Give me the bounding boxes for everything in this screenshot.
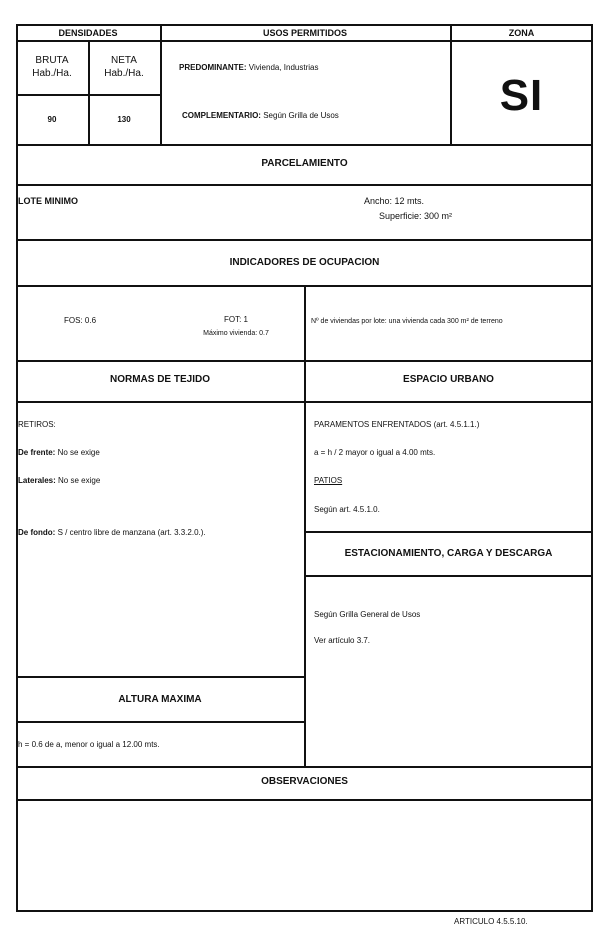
densidades-divider [160,24,162,144]
predominante-line [179,63,318,73]
tejido-title: NORMAS DE TEJIDO [109,374,210,385]
densidades-header: DENSIDADES [58,28,118,38]
bruta-label: BRUTA [35,55,69,66]
middle-vertical-divider [304,285,306,768]
tejido-header-bottom [16,401,593,403]
bruta-unit: Hab./Ha. [32,68,72,79]
bruta-value: 90 [47,115,57,124]
predominante-label: PREDOMINANTE: [179,63,247,72]
estacionamiento-line1: Según Grilla General de Usos [314,610,421,619]
tejido-top [16,360,593,362]
zona-header: ZONA [508,28,535,38]
fondo-label: De fondo: [18,528,56,537]
neta-value: 130 [117,115,131,124]
complementario-line [182,111,339,121]
observaciones-title: OBSERVACIONES [261,776,348,787]
density-value-divider [16,94,160,96]
articulo-footer: ARTICULO 4.5.5.10. [454,917,528,926]
usos-header: USOS PERMITIDOS [262,28,347,38]
observaciones-top [16,766,593,768]
segun-text: Según art. 4.5.1.0. [314,505,380,514]
parcelamiento-title: PARCELAMIENTO [261,158,348,169]
zoning-sheet [16,24,593,912]
complementario-value: Según Grilla de Usos [263,111,339,120]
estacionamiento-header-bottom [304,575,593,577]
neta-label: NETA [111,55,137,66]
parcelamiento-bottom [16,239,593,241]
predominante-value: Vivienda, Industrias [248,63,319,72]
zona-code: SI [499,71,544,120]
header-divider [16,40,593,42]
ocupacion-title: INDICADORES DE OCUPACION [229,257,380,268]
patios-label: PATIOS [314,476,343,485]
observaciones-header-bottom [16,799,593,801]
complementario-label: COMPLEMENTARIO: [182,111,261,120]
fos-value: FOS: 0.6 [64,316,97,325]
espacio-title: ESPACIO URBANO [403,374,494,385]
frente-label: De frente: [18,448,56,457]
frente-value: No se exige [57,448,100,457]
fondo-line [18,528,206,538]
estacionamiento-top [304,531,593,533]
laterales-label: Laterales: [18,476,56,485]
paramentos-text: PARAMENTOS ENFRENTADOS (art. 4.5.1.1.) [314,420,480,429]
header-bottom [16,144,593,146]
laterales-line [18,476,100,486]
retiros-label: RETIROS: [18,420,56,429]
estacionamiento-line2: Ver artículo 3.7. [314,636,371,645]
lote-minimo-label: LOTE MINIMO [18,196,78,206]
fot-value: FOT: 1 [223,315,248,324]
fondo-value: S / centro libre de manzana (art. 3.3.2.0.). [57,528,206,537]
laterales-value: No se exige [58,476,101,485]
altura-top [16,676,306,678]
frente-line [18,448,100,458]
superficie-value: Superficie: 300 m² [379,211,453,221]
neta-unit: Hab./Ha. [104,68,144,79]
altura-header-bottom [16,721,306,723]
parcelamiento-divider [16,184,593,186]
fot-max-value: Máximo vivienda: 0.7 [203,330,269,337]
altura-title: ALTURA MAXIMA [118,694,202,705]
estacionamiento-title: ESTACIONAMIENTO, CARGA Y DESCARGA [344,548,553,559]
ancho-value: Ancho: 12 mts. [364,196,425,206]
altura-text: h = 0.6 de a, menor o igual a 12.00 mts. [18,740,160,749]
formula-text: a = h / 2 mayor o igual a 4.00 mts. [314,448,436,457]
viviendas-value: Nº de viviendas por lote: una vivienda cada 300 m² de terreno [311,318,503,325]
